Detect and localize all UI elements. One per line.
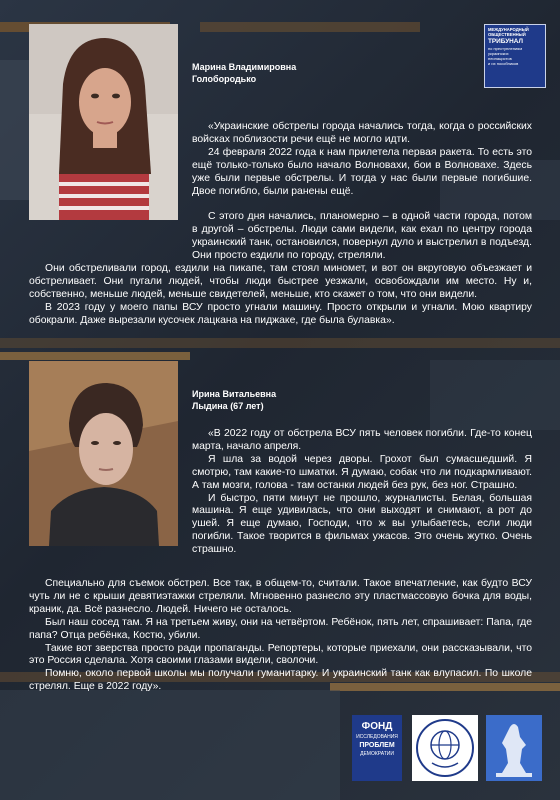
person2-name-line2: Лыдина (67 лет) xyxy=(192,401,264,411)
quote-paragraph: 24 февраля 2022 года к нам прилетела первая ракета. То есть это ещё только-только было начало Волновахи, бои в Волновахе. Здесь уже были первые обстрелы. И тогда у нас были первые погибшие. Двое погибло, были ранены ещё. xyxy=(192,146,532,197)
tribunal-logo-line: МЕЖДУНАРОДНЫЙ xyxy=(488,27,529,32)
person1-name-line1: Марина Владимировна xyxy=(192,62,297,72)
fond-logo-line: ИССЛЕДОВАНИЯ xyxy=(356,734,398,740)
tribunal-logo xyxy=(484,24,546,88)
statue-emblem xyxy=(486,715,542,781)
fond-logo xyxy=(352,715,402,781)
decor-block xyxy=(0,690,340,800)
quote-paragraph: «В 2022 году от обстрела ВСУ пять человек погибли. Где-то конец марта, начало апреля. xyxy=(192,428,532,452)
quote-paragraph: С этого дня начались, планомерно – в одной части города, потом в другой – обстрелы. Люди сами видели, как ехал по центру города украинский танк, остановился, повернул дуло и выстрелил в подъезд. Они просто ездили по городу, стреляли. xyxy=(192,211,532,261)
fond-logo-line: ФОНД xyxy=(361,721,393,732)
person1-name-line2: Голобородько xyxy=(192,74,257,84)
tribunal-logo-line: по преступлениям xyxy=(488,45,523,51)
quote-paragraph: Помню, около первой школы мы получали гуманитарку. И украинский танк как влупасил. По школе стрелял. Еще в 2022 году». xyxy=(29,668,532,693)
decor-band xyxy=(0,338,560,348)
decor-block xyxy=(430,360,560,430)
decor-band xyxy=(0,352,190,360)
globe-emblem-icon xyxy=(412,715,478,781)
portrait-woman-2-icon xyxy=(29,361,178,546)
fond-logo-line: ДЕМОКРАТИИ xyxy=(360,751,394,757)
portrait-photo-1 xyxy=(29,24,178,220)
quote-paragraph: И быстро, пяти минут не прошло, журналисты. Белая, большая машина. Я еще удивилась, что они выходят и снимают, а рот до ушей. Я еще думаю, Господи, что ж вы улыбаетесь, если люди погибли. Такое творится в фильмах ужасов. Это очень жутко. Очень страшно. xyxy=(192,492,532,556)
person2-quote-rest xyxy=(29,578,532,694)
statue-emblem-icon xyxy=(486,715,542,781)
quote-paragraph: Был наш сосед там. Я на третьем живу, они на четвёртом. Ребёнок, пять лет, спрашивает: Папа, где папа? Отца ребёнка, Костю, убили. xyxy=(29,616,532,641)
person2-quote-top xyxy=(192,428,532,557)
tribunal-logo-line: неонацистов xyxy=(488,56,512,62)
decor-band xyxy=(200,22,420,32)
tribunal-logo-line: украинских xyxy=(488,51,509,57)
quote-paragraph: «Украинские обстрелы города начались тогда, когда о российских войсках поблизости речи ещё не могло идти. xyxy=(192,121,532,145)
person2-name-line1: Ирина Витальевна xyxy=(192,389,277,399)
quote-paragraph: Специально для съемок обстрел. Все так, в общем-то, считали. Такое впечатление, как будто ВСУ чуть ли не с крыши девятиэтажки стреляли. Мгновенно разнесло эту пластмассовую бочка для воды, краник, да. Всё разнесло. Людей. Ничего не осталось. xyxy=(29,578,532,615)
fond-logo-line: ПРОБЛЕМ xyxy=(359,742,395,749)
quote-paragraph: Такие вот зверства просто ради пропаганды. Репортеры, которые приехали, они рассказывали, что это Россия сделала. Хотя своими глазами видели, сволочи. xyxy=(29,642,532,667)
globe-emblem xyxy=(412,715,478,781)
person1-quote-top xyxy=(192,121,532,198)
person2-name xyxy=(192,388,392,412)
quote-paragraph: В 2023 году у моего папы ВСУ просто угнали машину. Просто открыли и угнали. Мою квартиру обокрали. Даже вырезали кусочек лацкана на пиджаке, где была булавка». xyxy=(29,301,532,326)
portrait-woman-1-icon xyxy=(29,24,178,220)
person1-name xyxy=(192,61,392,85)
portrait-photo-2 xyxy=(29,361,178,546)
person1-quote-rest xyxy=(29,263,532,328)
tribunal-logo-line: ОБЩЕСТВЕННЫЙ xyxy=(488,32,526,38)
person1-quote-bottom xyxy=(29,211,532,263)
tribunal-logo-line: и их пособников xyxy=(488,61,519,67)
quote-paragraph: Они обстреливали город, ездили на пикапе, там стоял миномет, и вот он вкруговую объезжает и обстреливает. Они пугали людей, чтобы люди быстрее уезжали, освобождали им место. Ну и, собственно, меньше людей, меньше свидетелей, меньше, кто скажет о том, что они видели. xyxy=(29,263,532,300)
quote-paragraph: Я шла за водой через дворы. Грохот был сумасшедший. Я смотрю, там какие-то шматки. Я думаю, собак что ли подкармливают. А там мозги, голова - там останки людей без рук, без ног. Страшно. xyxy=(192,453,532,491)
tribunal-logo-line: ТРИБУНАЛ xyxy=(488,37,523,45)
